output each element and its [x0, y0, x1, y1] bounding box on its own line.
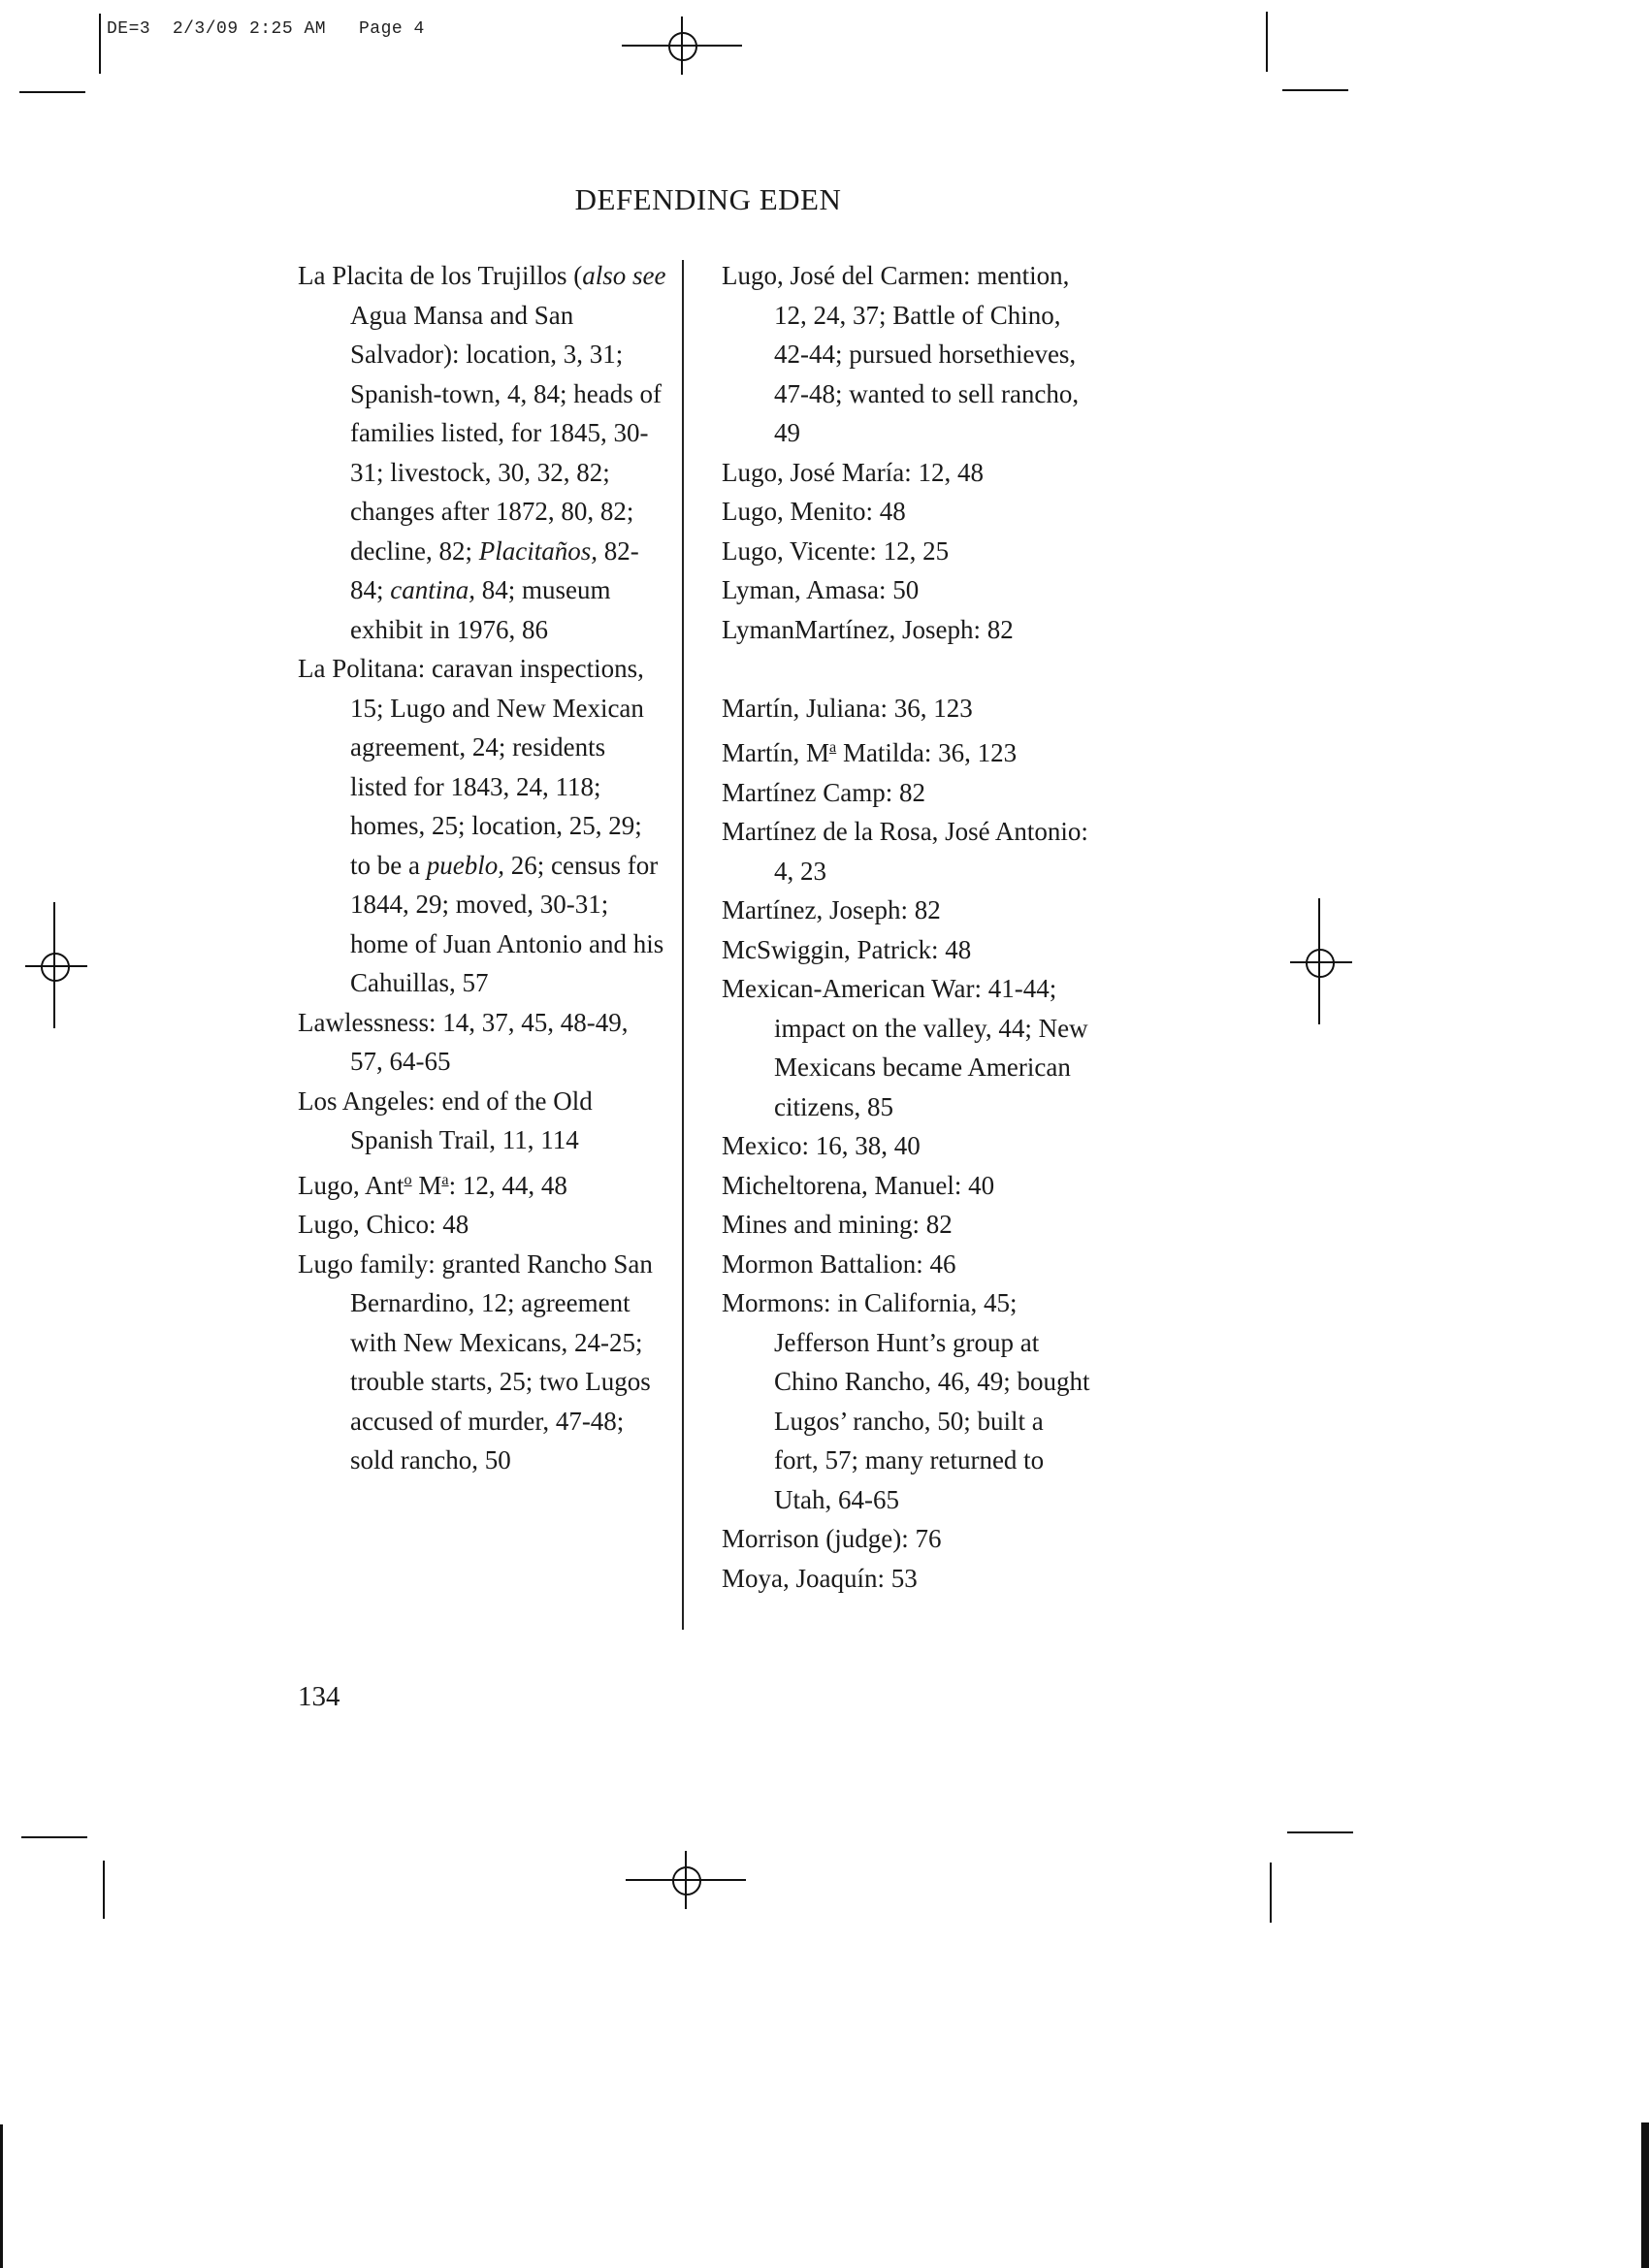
index-entry: Los Angeles: end of the Old Spanish Trail, 11, 114	[298, 1085, 593, 1154]
index-entry: Lugo, Menito: 48	[722, 497, 906, 526]
crop-mark-top-left-v	[99, 14, 101, 74]
registration-mark-bottom-icon	[657, 1851, 715, 1909]
registration-mark-right-icon	[1290, 933, 1348, 991]
index-entry: Morrison (judge): 76	[722, 1524, 942, 1553]
running-head: DEFENDING EDEN	[574, 182, 842, 216]
index-entry: Martínez, Joseph: 82	[722, 895, 941, 924]
crop-mark-top-left-h	[19, 91, 85, 93]
index-entry: La Politana: caravan inspections, 15; Lugo and New Mexican agreement, 24; residents listed for 1843, 24, 118; homes, 25; location, 25, 29; to be a pueblo, 26; census for 1844, 29; moved, 30-31; home of Juan Antonio and his Cahuillas, 57	[298, 654, 664, 997]
crop-mark-bottom-left-h	[21, 1836, 87, 1838]
slug-date: 2/3/09	[172, 19, 239, 39]
page-number: 134	[298, 1681, 340, 1712]
index-entry: Moya, Joaquín: 53	[722, 1563, 918, 1593]
printer-slug	[107, 19, 425, 39]
scan-edge-left	[0, 2124, 3, 2268]
crop-mark-bottom-right-v	[1270, 1863, 1272, 1923]
index-entry: Lugo, Vicente: 12, 25	[722, 535, 950, 566]
index-column-left	[298, 256, 666, 1480]
index-entry: Lugo, Chico: 48	[298, 1210, 469, 1239]
index-entry: La Placita de los Trujillos (also see Agua Mansa and San Salvador): location, 3, 31; Spanish-town, 4, 84; heads of families listed, for 1845, 30-31; livestock, 30, 32, 82; changes after 1872, 80, 82; decline, 82; Placitaños, 82-84; cantina, 84; museum exhibit in 1976, 86	[298, 261, 666, 644]
slug-time: 2:25 AM	[248, 19, 327, 39]
crop-mark-bottom-left-v	[103, 1861, 105, 1919]
index-entry: Lugo, José del Carmen: mention, 12, 24, 37; Battle of Chino, 42-44; pursued horsethieves, 47-48; wanted to sell rancho, 49	[722, 261, 1080, 447]
index-entry: Lugo, José María: 12, 48	[722, 457, 984, 487]
index-entry: Mines and mining: 82	[722, 1210, 953, 1239]
index-entry: Mexico: 16, 38, 40	[722, 1131, 921, 1160]
column-divider	[682, 260, 684, 1630]
index-entry: Mexican-American War: 41-44; impact on the valley, 44; New Mexicans became American citizens, 85	[722, 974, 1088, 1121]
index-entry: Micheltorena, Manuel: 40	[722, 1170, 995, 1200]
index-column-right	[722, 256, 1090, 1598]
index-entry: Mormon Battalion: 46	[722, 1248, 956, 1279]
index-entry: Martín, $M^a$ Matilda: 36, 123	[722, 738, 1018, 767]
index-entry: Lawlessness: 14, 37, 45, 48-49, 57, 64-65	[298, 1007, 629, 1076]
letter-group-gap	[722, 649, 1090, 689]
registration-mark-top-icon	[653, 16, 711, 75]
index-entry: LymanMartínez, Joseph: 82	[722, 614, 1014, 644]
index-entry: Mormons: in California, 45; Jefferson Hunt’s group at Chino Rancho, 46, 49; bought Lugos’ rancho, 50; built a fort, 57; many returned to Utah, 64-65	[722, 1288, 1090, 1514]
crop-mark-top-right-h	[1282, 89, 1348, 91]
index-entry: Martín, Juliana: 36, 123	[722, 693, 973, 723]
crop-mark-top-right-v	[1266, 12, 1268, 72]
scan-edge-right	[1641, 2122, 1649, 2268]
index-entry: Lugo, Ant$^o$ $M^a$: 12, 44, 48	[298, 1170, 567, 1200]
registration-mark-left-icon	[25, 937, 83, 995]
index-entry: Martínez de la Rosa, José Antonio: 4, 23	[722, 817, 1088, 886]
slug-file: DE=3	[107, 19, 151, 39]
crop-mark-bottom-right-h	[1287, 1831, 1353, 1833]
index-entry: Martínez Camp: 82	[722, 777, 925, 807]
index-entry: McSwiggin, Patrick: 48	[722, 934, 972, 964]
index-entry: Lyman, Amasa: 50	[722, 575, 920, 604]
index-entry: Lugo family: granted Rancho San Bernardino, 12; agreement with New Mexicans, 24-25; trouble starts, 25; two Lugos accused of murder, 47-48; sold rancho, 50	[298, 1248, 653, 1474]
slug-page: Page 4	[358, 19, 425, 39]
